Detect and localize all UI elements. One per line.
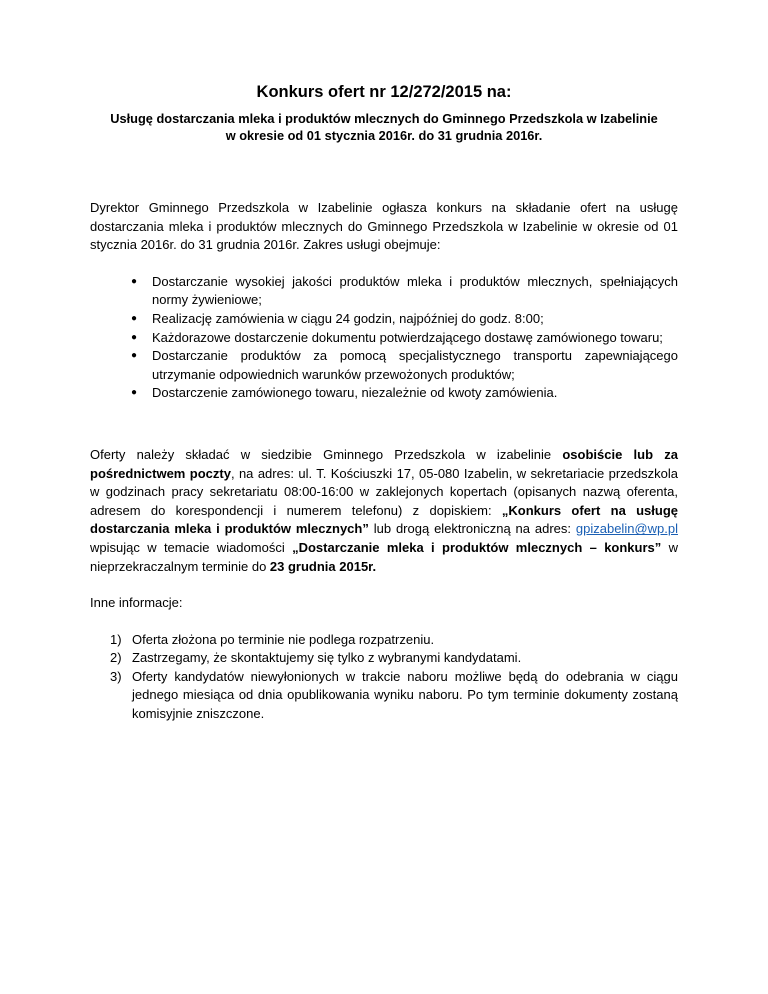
list-item-text: Dostarczenie zamówionego towaru, niezależnie od kwoty zamówienia. (152, 385, 558, 401)
bullet-icon: ● (131, 350, 138, 362)
bullet-icon: ● (131, 387, 138, 399)
list-item (110, 631, 678, 650)
list-item-text: Dostarczanie wysokiej jakości produktów mleka i produktów mlecznych, spełniających normy żywieniowe; (152, 273, 678, 308)
offers-text-5: w nieprzekraczalnym terminie do (90, 539, 679, 574)
list-item (110, 668, 678, 724)
list-item (131, 347, 678, 384)
offers-text-3: lub drogą elektroniczną na adres: (368, 521, 576, 537)
offers-bold-subject: „Dostarczanie mleka i produktów mlecznych – konkurs” (292, 539, 662, 555)
offers-text-1: Oferty należy składać w siedzibie Gminnego Przedszkola w izabelinie (90, 446, 563, 462)
list-item (131, 310, 678, 329)
info-label: Inne informacje: (90, 595, 183, 611)
list-item-text: Oferta złożona po terminie nie podlega rozpatrzeniu. (132, 631, 435, 647)
page-title: Konkurs ofert nr 12/272/2015 na: (256, 83, 512, 101)
list-item-number: 1) (110, 631, 122, 647)
offers-bold-annotation: „Konkurs ofert na usługę dostarczania mleka i produktów mlecznych” (90, 502, 678, 537)
list-item (131, 273, 678, 310)
email-link[interactable]: gpizabelin@wp.pl (575, 521, 678, 537)
list-item (131, 384, 678, 403)
subtitle-line-1: Usługę dostarczania mleka i produktów mlecznych do Gminnego Przedszkola w Izabelinie (110, 111, 658, 126)
offers-paragraph (90, 446, 678, 576)
rules-list (90, 631, 678, 724)
offers-text-4: wpisując w temacie wiadomości (90, 539, 293, 555)
offers-bold-delivery-method: osobiście lub za pośrednictwem poczty (90, 446, 678, 481)
list-item-number: 3) (110, 668, 122, 684)
list-item-number: 2) (110, 650, 122, 666)
bullet-icon: ● (131, 275, 138, 287)
intro-paragraph: Dyrektor Gminnego Przedszkola w Izabelinie ogłasza konkurs na składanie ofert na usługę dostarczania mleka i produktów mlecznych do Gminnego Przedszkola w Izabelinie w okresie od 01 stycznia 2016r. do 31 grudnia 2016r. Zakres usługi obejmuje: (90, 200, 678, 253)
list-item (131, 329, 678, 348)
page-subtitle (90, 110, 678, 144)
subtitle-line-2: w okresie od 01 stycznia 2016r. do 31 grudnia 2016r. (225, 128, 543, 143)
offers-text-2: , na adres: ul. T. Kościuszki 17, 05-080 Izabelin, w sekretariacie przedszkola w godzinach pracy sekretariatu 08:00-16:00 w zaklejonych kopertach (opisanych nazwą oferenta, adresem do korespondencji i numerem telefonu) z dopiskiem: (90, 465, 679, 518)
list-item-text: Zastrzegamy, że skontaktujemy się tylko z wybranymi kandydatami. (132, 650, 522, 666)
bullet-icon: ● (131, 331, 138, 343)
bullet-icon: ● (131, 312, 138, 324)
list-item-text: Realizację zamówienia w ciągu 24 godzin, najpóźniej do godz. 8:00; (152, 310, 544, 326)
offers-bold-deadline: 23 grudnia 2015r. (269, 558, 377, 574)
list-item-text: Oferty kandydatów niewyłonionych w trakcie naboru możliwe będą do odebrania w ciągu jednego miesiąca od dnia opublikowania wyniku naboru. Po tym terminie dokumenty zostaną komisyjnie zniszczone. (132, 668, 678, 722)
list-item-text: Każdorazowe dostarczenie dokumentu potwierdzającego dostawę zamówionego towaru; (152, 329, 663, 345)
scope-list (90, 273, 678, 403)
list-item (110, 649, 678, 668)
list-item-text: Dostarczanie produktów za pomocą specjalistycznego transportu zapewniającego utrzymanie odpowiednich warunków przewożonych produktów; (152, 348, 678, 382)
